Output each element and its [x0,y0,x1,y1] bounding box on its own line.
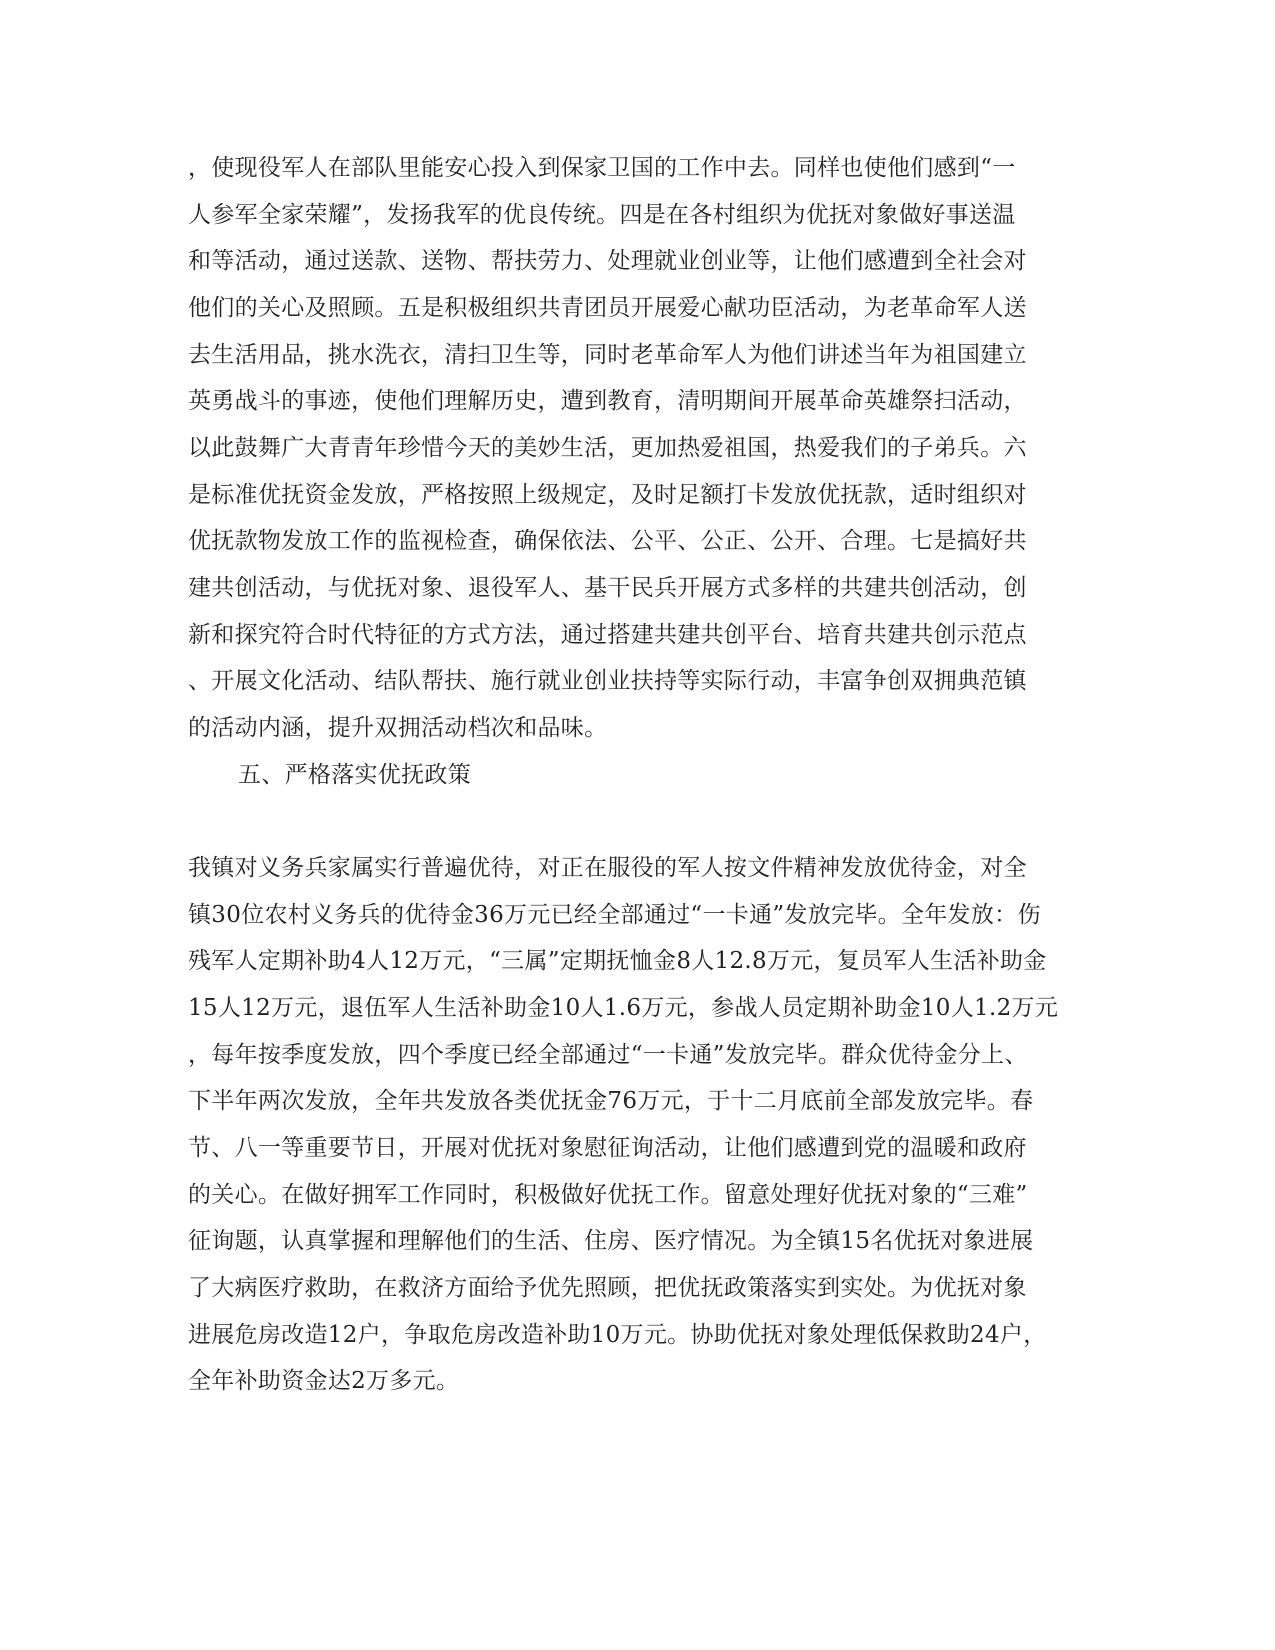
paragraph-1-line: 以此鼓舞广大青青年珍惜今天的美妙生活，更加热爱祖国，热爱我们的子弟兵。六 [188,435,1027,461]
paragraph-1-line: 的活动内涵，提升双拥活动档次和品味。 [188,715,608,741]
paragraph-1-line: 、开展文化活动、结队帮扶、施行就业创业扶持等实际行动，丰富争创双拥典范镇 [188,668,1027,694]
paragraph-2-line: 15人12万元，退伍军人生活补助金10人1.6万元，参战人员定期补助金10人1.2万元 [188,995,1059,1021]
paragraph-1-line: 他们的关心及照顾。五是积极组织共青团员开展爱心献功臣活动，为老革命军人送 [188,295,1027,321]
paragraph-2-line: 镇30位农村义务兵的优待金36万元已经全部通过“一卡通”发放完毕。全年发放：伤 [188,902,1041,928]
paragraph-1-line: 去生活用品，挑水洗衣，清扫卫生等，同时老革命军人为他们讲述当年为祖国建立 [188,342,1027,368]
paragraph-2-line: 残军人定期补助4人12万元，“三属”定期抚恤金8人12.8万元，复员军人生活补助金 [188,948,1047,974]
paragraph-2-line: 我镇对义务兵家属实行普遍优待，对正在服役的军人按文件精神发放优待金，对全 [188,855,1027,881]
paragraph-2-line: ，每年按季度发放，四个季度已经全部通过“一卡通”发放完毕。群众优待金分上、 [188,1042,1028,1068]
paragraph-2-line: 下半年两次发放，全年共发放各类优抚金76万元，于十二月底前全部发放完毕。春 [188,1088,1034,1114]
paragraph-2-line: 了大病医疗救助，在救济方面给予优先照顾，把优抚政策落实到实处。为优抚对象 [188,1275,1027,1301]
section-heading: 五、严格落实优抚政策 [238,762,471,788]
paragraph-1-line: ，使现役军人在部队里能安心投入到保家卫国的工作中去。同样也使他们感到“一 [188,155,1016,181]
paragraph-1-line: 和等活动，通过送款、送物、帮扶劳力、处理就业创业等，让他们感遭到全社会对 [188,248,1027,274]
paragraph-2-line: 征询题，认真掌握和理解他们的生活、住房、医疗情况。为全镇15名优抚对象进展 [188,1228,1034,1254]
paragraph-2-line: 进展危房改造12户，争取危房改造补助10万元。协助优抚对象处理低保救助24户， [188,1322,1047,1348]
paragraph-1-line: 新和探究符合时代特征的方式方法，通过搭建共建共创平台、培育共建共创示范点 [188,622,1027,648]
paragraph-1-line: 是标准优抚资金发放，严格按照上级规定，及时足额打卡发放优抚款，适时组织对 [188,482,1027,508]
paragraph-1-line: 英勇战斗的事迹，使他们理解历史，遭到教育，清明期间开展革命英雄祭扫活动， [188,388,1027,414]
paragraph-1-line: 人参军全家荣耀”，发扬我军的优良传统。四是在各村组织为优抚对象做好事送温 [188,202,1016,228]
paragraph-2-line: 节、八一等重要节日，开展对优抚对象慰征询活动，让他们感遭到党的温暖和政府 [188,1135,1027,1161]
paragraph-2-line: 的关心。在做好拥军工作同时，积极做好优抚工作。留意处理好优抚对象的“三难” [188,1182,1028,1208]
paragraph-2-line: 全年补助资金达2万多元。 [188,1368,460,1394]
paragraph-1-line: 优抚款物发放工作的监视检查，确保依法、公平、公正、公开、合理。七是搞好共 [188,528,1027,554]
paragraph-1-line: 建共创活动，与优抚对象、退役军人、基干民兵开展方式多样的共建共创活动，创 [188,575,1027,601]
